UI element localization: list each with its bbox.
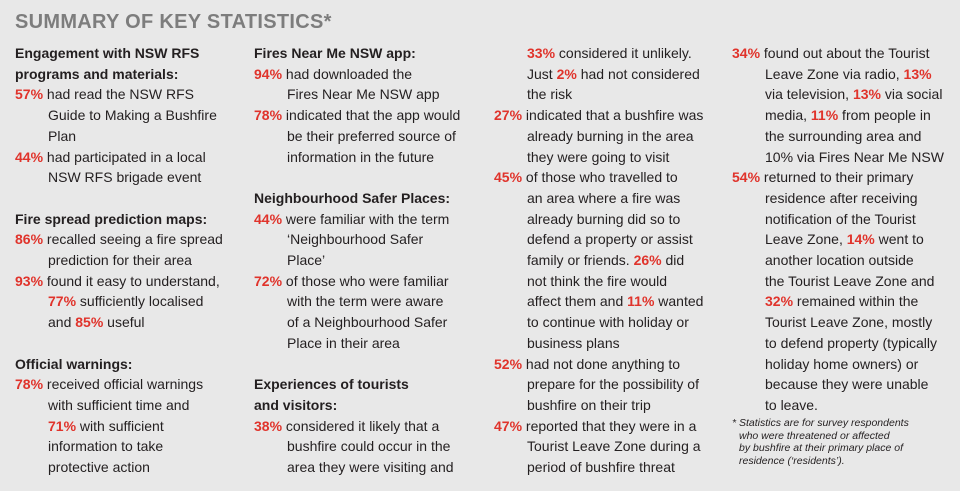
stat-text: and xyxy=(48,314,76,331)
stat-text: NSW RFS brigade event xyxy=(48,169,202,186)
stat-text: Fires Near Me NSW app xyxy=(287,86,440,103)
stat-percent: 52% xyxy=(494,355,523,372)
stat-text: did xyxy=(661,252,685,269)
stat-text: the Tourist Leave Zone and xyxy=(765,272,935,289)
stat-percent: 77% xyxy=(48,293,77,310)
stat-percent: 78% xyxy=(254,107,283,124)
footnote-line: by bushfire at their primary place of xyxy=(739,442,903,455)
stat-text: notification of the Tourist xyxy=(765,210,916,227)
stat-text: sufficiently localised xyxy=(76,293,204,310)
stat-percent: 86% xyxy=(15,231,44,248)
stat-item xyxy=(732,43,952,167)
stat-text: indicated that a bushfire was xyxy=(522,107,704,124)
stat-text: Leave Zone via radio, xyxy=(765,65,904,82)
stat-item xyxy=(254,209,474,271)
stat-percent: 85% xyxy=(75,314,104,331)
stat-percent: 2% xyxy=(556,65,577,82)
stat-text: wanted xyxy=(654,293,704,310)
stat-percent: 38% xyxy=(254,417,283,434)
page-title: SUMMARY OF KEY STATISTICS* xyxy=(15,11,332,33)
stat-percent: 27% xyxy=(494,107,523,124)
stat-text: Just xyxy=(527,65,557,82)
stat-percent: 57% xyxy=(15,86,44,103)
stat-percent: 94% xyxy=(254,65,283,82)
section-fire-spread-maps xyxy=(15,209,240,333)
stat-text: Leave Zone, xyxy=(765,231,847,248)
stat-text: useful xyxy=(103,314,145,331)
stat-text: Tourist Leave Zone during a xyxy=(527,438,701,455)
stat-text: be their preferred source of xyxy=(287,127,456,144)
stat-text: via social xyxy=(880,86,943,103)
stat-text: to defend property (typically xyxy=(765,334,937,351)
stat-item xyxy=(254,105,474,167)
stat-text: media, xyxy=(765,107,811,124)
stat-item xyxy=(254,64,474,105)
stat-text: with sufficient time and xyxy=(48,396,190,413)
stat-percent: 71% xyxy=(48,417,77,434)
section-heading: programs and materials: xyxy=(15,65,179,82)
stat-text: prediction for their area xyxy=(48,252,192,269)
stat-text: from people in xyxy=(838,107,931,124)
stat-percent: 47% xyxy=(494,417,523,434)
stat-percent: 78% xyxy=(15,376,44,393)
stat-percent: 44% xyxy=(254,210,283,227)
stat-text: already burning in the area xyxy=(527,127,694,144)
section-tourists-visitors xyxy=(254,374,474,478)
stat-percent: 26% xyxy=(633,252,662,269)
stat-text: Place’ xyxy=(287,252,326,269)
stat-text: protective action xyxy=(48,459,150,476)
stat-text: indicated that the app would xyxy=(282,107,461,124)
column-1 xyxy=(15,43,240,478)
stat-text: already burning did so to xyxy=(527,210,681,227)
stat-percent: 44% xyxy=(15,148,44,165)
stat-percent: 14% xyxy=(846,231,875,248)
stat-percent: 34% xyxy=(732,45,761,61)
section-official-warnings xyxy=(15,354,240,478)
stat-text: period of bushfire threat xyxy=(527,459,675,476)
stat-item xyxy=(15,271,240,333)
stat-text: residence after receiving xyxy=(765,189,918,206)
stat-item xyxy=(494,167,719,353)
stat-text: information to take xyxy=(48,438,164,455)
stat-text: the surrounding area and xyxy=(765,127,922,144)
section-heading: and visitors: xyxy=(254,396,338,413)
stat-item xyxy=(494,354,719,416)
stat-text: information in the future xyxy=(287,148,435,165)
stat-percent: 45% xyxy=(494,169,523,186)
stat-text: had not done anything to xyxy=(522,355,681,372)
stat-text: not think the fire would xyxy=(527,272,668,289)
section-heading: Fire spread prediction maps: xyxy=(15,210,208,227)
stat-item xyxy=(494,43,719,105)
stat-text: ‘Neighbourhood Safer xyxy=(287,231,424,248)
stat-text: had not considered xyxy=(576,65,700,82)
stat-text: Guide to Making a Bushfire xyxy=(48,107,217,124)
section-heading: Neighbourhood Safer Places: xyxy=(254,189,451,206)
stat-text: recalled seeing a fire spread xyxy=(43,231,223,248)
stat-text: prepare for the possibility of xyxy=(527,376,699,393)
stat-text: the risk xyxy=(527,86,573,103)
stat-text: business plans xyxy=(527,334,620,351)
stat-text: they were going to visit xyxy=(527,148,670,165)
stat-text: another location outside xyxy=(765,252,914,269)
stat-text: 10% via Fires Near Me NSW xyxy=(765,148,944,165)
stat-text: found out about the Tourist xyxy=(760,45,930,61)
stat-text: with the term were aware xyxy=(287,293,444,310)
stat-percent: 72% xyxy=(254,272,283,289)
section-heading: Fires Near Me NSW app: xyxy=(254,45,416,61)
stat-item xyxy=(15,84,240,146)
section-engagement xyxy=(15,43,240,188)
stat-text: bushfire could occur in the xyxy=(287,438,451,455)
stat-item xyxy=(254,416,474,478)
stat-text: reported that they were in a xyxy=(522,417,697,434)
stat-text: an area where a fire was xyxy=(527,189,681,206)
stat-text: went to xyxy=(874,231,924,248)
stat-text: were familiar with the term xyxy=(282,210,450,227)
stat-text: of those who were familiar xyxy=(282,272,449,289)
column-3 xyxy=(494,43,719,478)
stat-text: area they were visiting and xyxy=(287,459,454,476)
footnote-line: * Statistics are for survey respondents xyxy=(732,417,909,429)
column-2 xyxy=(254,43,474,478)
stat-item xyxy=(15,229,240,270)
stat-text: received official warnings xyxy=(43,376,204,393)
section-heading: Official warnings: xyxy=(15,355,133,372)
footnote-line: residence (‘residents’). xyxy=(739,455,845,468)
stat-item xyxy=(494,416,719,478)
stat-percent: 11% xyxy=(627,293,655,310)
stat-percent: 13% xyxy=(852,86,881,103)
stat-text: because they were unable xyxy=(765,376,929,393)
stat-text: defend a property or assist xyxy=(527,231,693,248)
section-neighbourhood-safer-places xyxy=(254,188,474,354)
stat-percent: 11% xyxy=(810,107,839,124)
stat-text: to leave. xyxy=(765,396,818,413)
stat-item xyxy=(15,147,240,188)
section-heading: Engagement with NSW RFS xyxy=(15,45,200,61)
stat-item xyxy=(254,271,474,354)
stat-text: affect them and xyxy=(527,293,628,310)
stat-text: of a Neighbourhood Safer xyxy=(287,314,448,331)
stat-text: Plan xyxy=(48,127,77,144)
stat-text: found it easy to understand, xyxy=(43,272,220,289)
section-heading: Experiences of tourists xyxy=(254,376,409,393)
stat-text: via television, xyxy=(765,86,853,103)
stat-text: considered it likely that a xyxy=(282,417,440,434)
stat-text: Place in their area xyxy=(287,334,400,351)
stat-percent: 13% xyxy=(903,65,932,82)
stat-text: remained within the xyxy=(793,293,919,310)
stat-percent: 93% xyxy=(15,272,44,289)
section-fires-near-me-app xyxy=(254,43,474,167)
stat-text: bushfire on their trip xyxy=(527,396,651,413)
stat-text: Tourist Leave Zone, mostly xyxy=(765,314,933,331)
stat-text: returned to their primary xyxy=(760,169,914,186)
stat-text: had downloaded the xyxy=(282,65,413,82)
footnote-line: who were threatened or affected xyxy=(739,429,890,442)
stat-percent: 54% xyxy=(732,169,761,186)
stat-text: family or friends. xyxy=(527,252,634,269)
stat-text: had read the NSW RFS xyxy=(43,86,194,103)
footnote xyxy=(732,417,958,468)
stat-item xyxy=(15,374,240,478)
stat-percent: 32% xyxy=(765,293,794,310)
stat-text: had participated in a local xyxy=(43,148,206,165)
stat-item xyxy=(732,167,952,415)
stat-text: with sufficient xyxy=(76,417,164,434)
column-4 xyxy=(732,43,952,416)
stat-percent: 33% xyxy=(527,45,556,61)
stat-text: holiday home owners) or xyxy=(765,355,919,372)
stat-item xyxy=(494,105,719,167)
stat-text: of those who travelled to xyxy=(522,169,678,186)
stat-text: to continue with holiday or xyxy=(527,314,689,331)
stat-text: considered it unlikely. xyxy=(555,45,692,61)
